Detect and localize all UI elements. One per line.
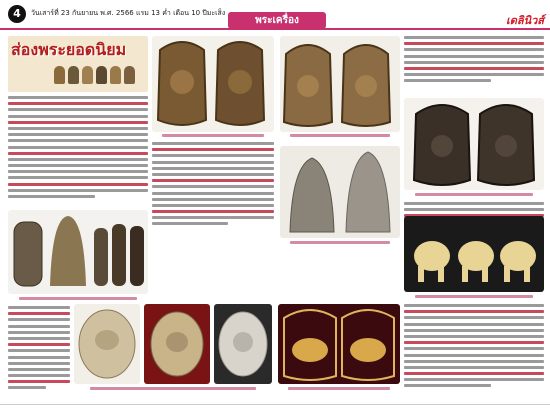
mini-amulets-strip (54, 66, 135, 84)
newspaper-logo: เดลินิวส์ (470, 14, 544, 28)
tiger-photo (278, 304, 400, 384)
mini-amulet-icon (110, 66, 121, 84)
seated-statue-photo (280, 146, 400, 238)
headline: ส่องพระยอดนิยม (11, 40, 127, 59)
dateline: วันเสาร์ที่ 23 กันยายน พ.ศ. 2566 แรม 13 ค่ำ เดือน 10 ปีมะเส็ง (31, 9, 226, 17)
photo-caption-7 (74, 386, 272, 392)
amulet-photo-pair-1 (152, 36, 274, 132)
page-footer (0, 404, 550, 416)
elephant-photo (404, 216, 544, 292)
amulet-photo-bottom-1 (74, 304, 140, 384)
article-column-right-bottom (404, 304, 544, 400)
amulet-photo-bottom-2 (144, 304, 210, 384)
amulet-photo-bottom-3 (214, 304, 272, 384)
article-column-middle (152, 142, 274, 238)
photo-caption-1 (152, 133, 274, 139)
photo-caption-3 (404, 192, 544, 198)
mini-amulet-icon (54, 66, 65, 84)
amulet-photo-pair-2 (280, 36, 400, 132)
mini-amulet-icon (96, 66, 107, 84)
article-column-right-top (404, 36, 544, 94)
photo-caption-5 (8, 296, 148, 302)
headline-box (8, 36, 148, 92)
mini-amulet-icon (124, 66, 135, 84)
page-number: 4 (8, 5, 26, 23)
article-column-left (8, 96, 148, 206)
amulet-photo-pair-3 (404, 98, 544, 190)
amulet-row-photo (8, 210, 148, 294)
article-column-left-bottom (8, 306, 70, 402)
mini-amulet-icon (68, 66, 79, 84)
mini-amulet-icon (82, 66, 93, 84)
photo-caption-8 (278, 386, 400, 392)
section-tab: พระเครื่อง (228, 12, 326, 29)
photo-caption-2 (280, 133, 400, 139)
photo-caption-6 (404, 294, 544, 300)
photo-caption-4 (280, 240, 400, 246)
